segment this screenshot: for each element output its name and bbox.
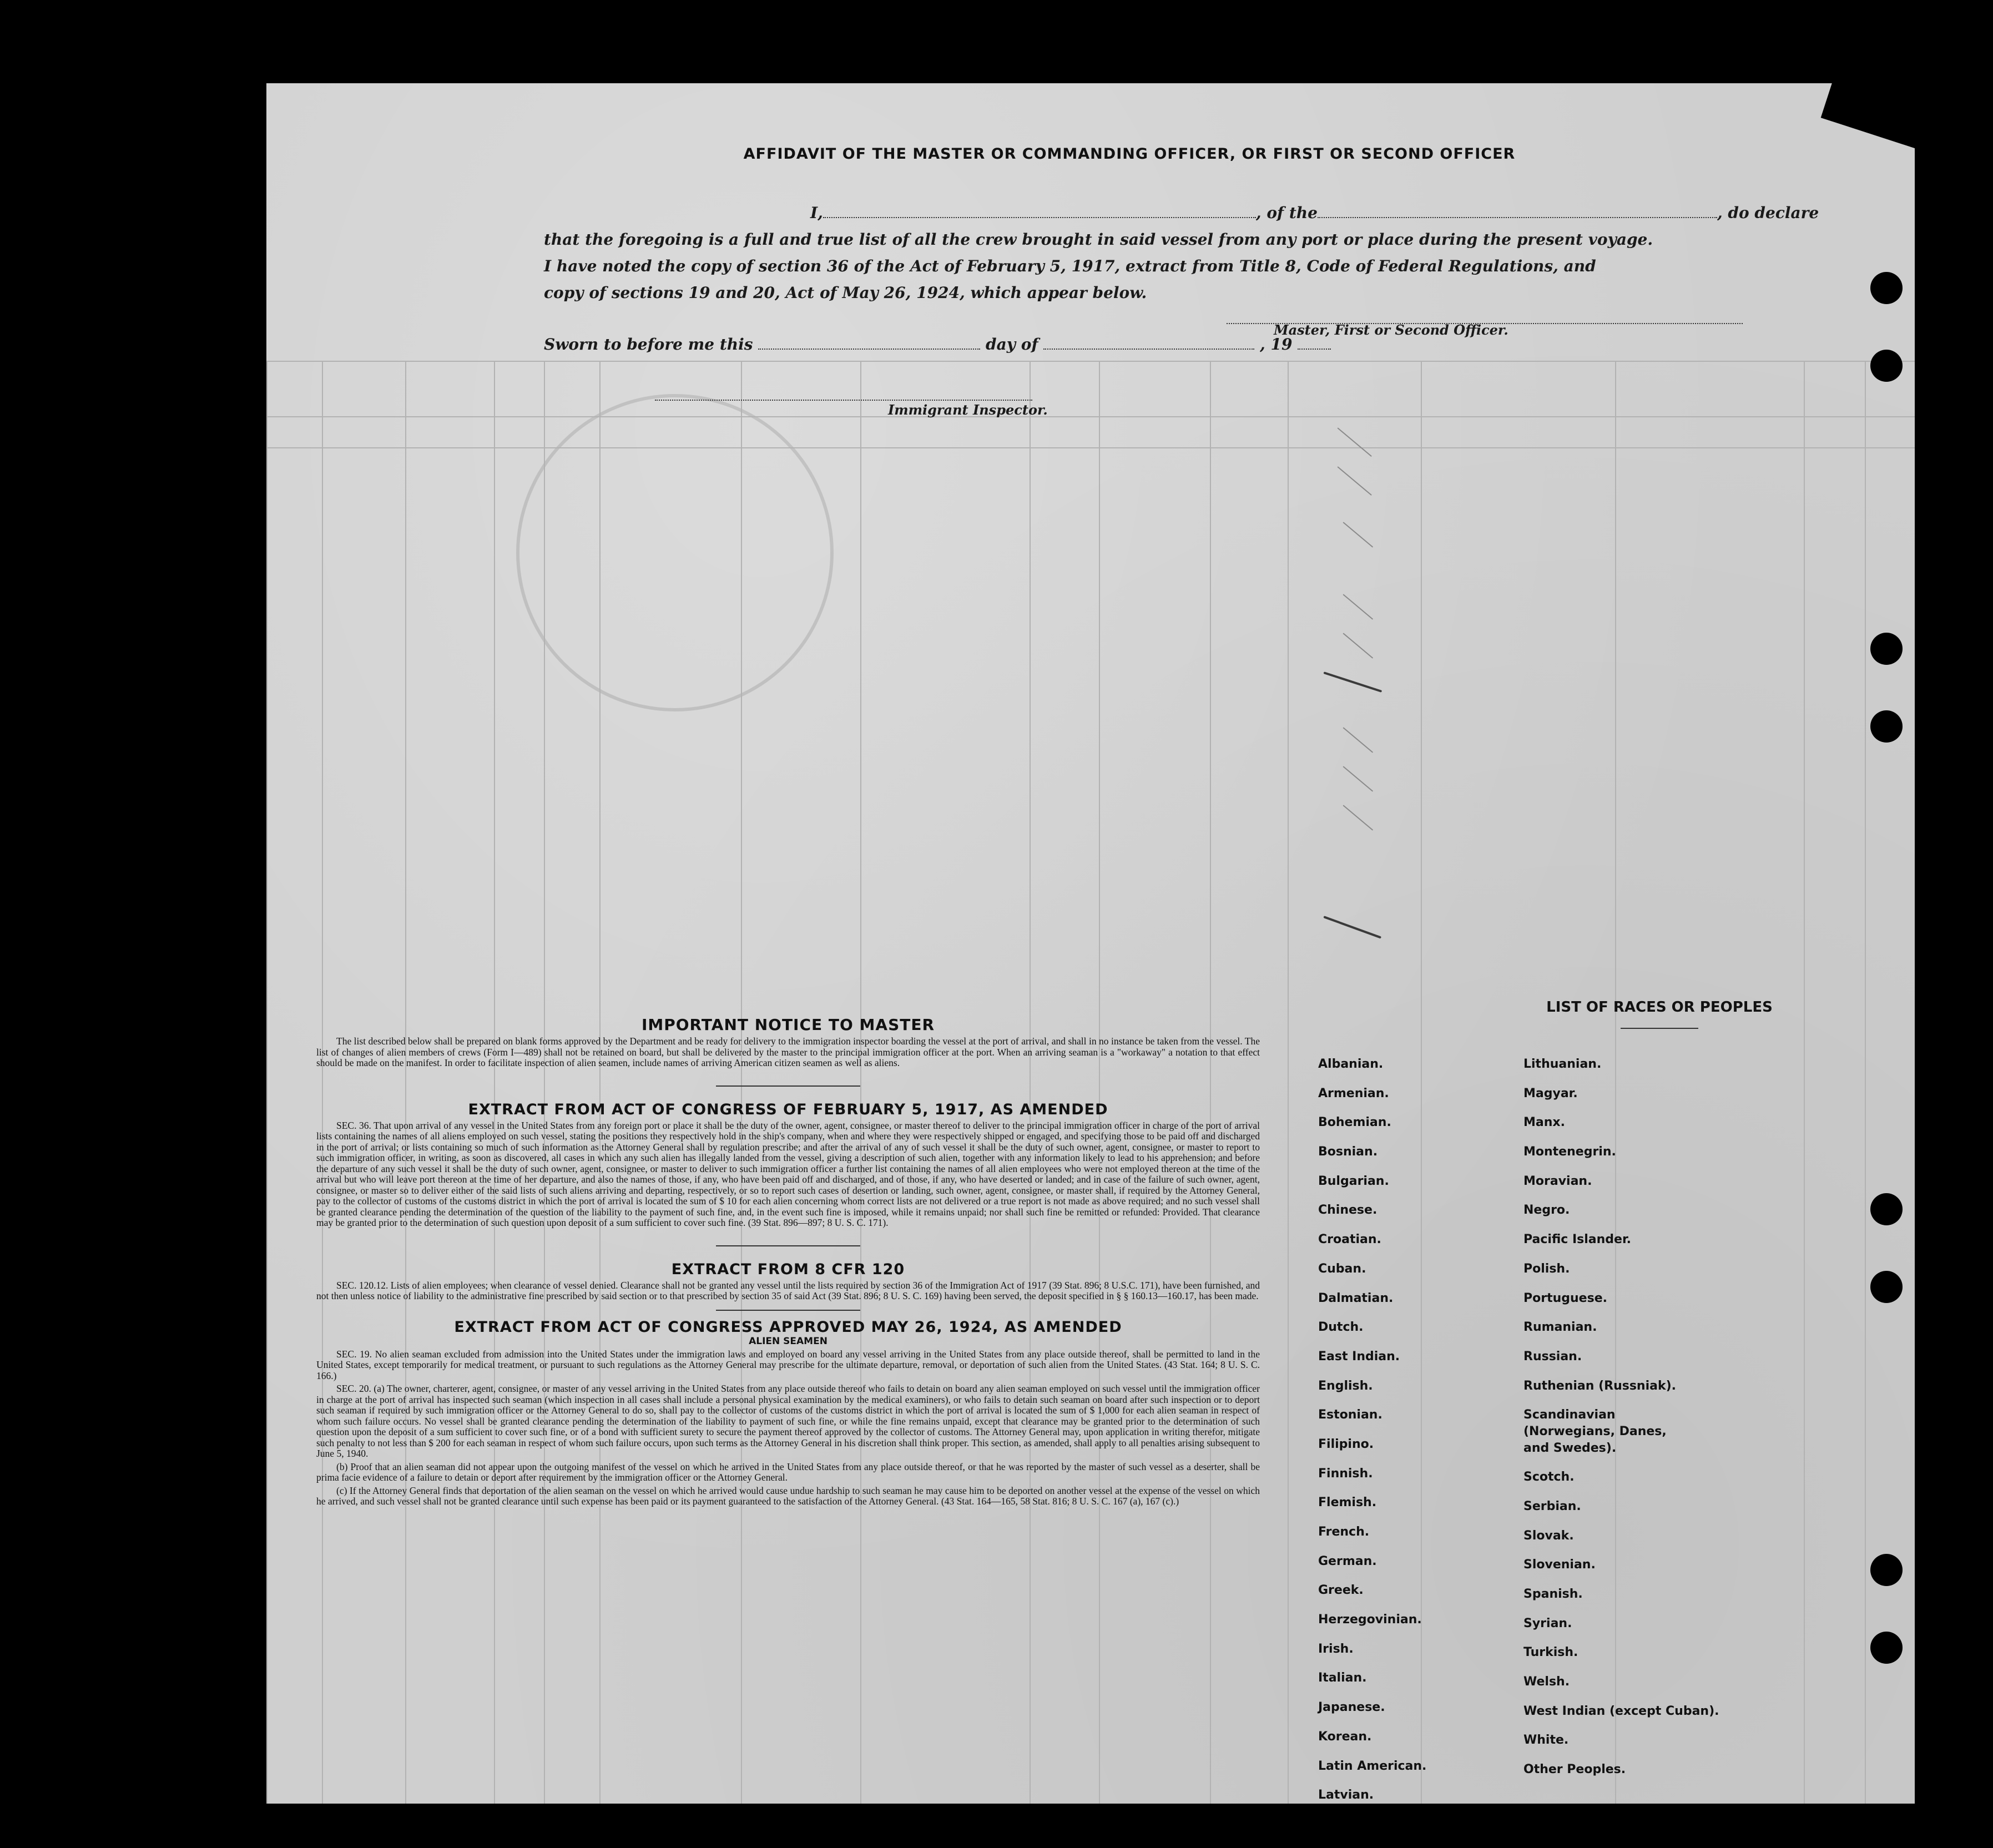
extract-1924-title: EXTRACT FROM ACT OF CONGRESS APPROVED MAY 26, 1924, AS AMENDED — [454, 1318, 1122, 1336]
race-item: Ruthenian (Russniak). — [1523, 1379, 1677, 1393]
races-title-rule — [1621, 1028, 1698, 1029]
extract-1924-sec20a: SEC. 20. (a) The owner, charterer, agent, consignee, or master of any vessel arriving in the United States from any place outside thereof who fails to detain on board any alien seaman employed on such vessel until the immigration officer in charge at the port of arrival has inspected such seaman (which inspection in all cases shall include a personal physical examination by the medical examiners), or who fails to detain such seaman on board after such inspection or to deport such seaman if required by such immigration officer or the Attorney General to do so, shall pay to the collector of customs of the customs district in which the port of arrival is located the sum of $ 1,000 for each alien seaman in respect of whom such failure occurs. No vessel shall be granted clearance pending the determination of the liability to payment of such fine, or while the fine remains unpaid, except that clearance may be granted prior to the determination of such question upon the deposit of a sum sufficient to cover such fine, or of a bond with sufficient surety to secure the payment thereof approved by the collector of customs. The Attorney General may, upon application in writing therefor, mitigate such penalty to not less than $ 200 for each seaman in respect of whom such failure occurs, upon such terms as the Attorney General in his discretion shall think proper. This section, as amended, shall apply to all penalties arising subsequent to June 5, 1940. — [316, 1383, 1260, 1459]
race-item: Japanese. — [1318, 1700, 1385, 1715]
race-item: Dalmatian. — [1318, 1291, 1394, 1305]
notice-text: The list described below shall be prepared on blank forms approved by the Department and be ready for delivery to the immigration inspector boarding the vessel at the port of arrival, and shall in no instance be taken from the vessel. The list of changes of alien members of crews (Form I—489) shall not be retained on board, but shall be delivered by the master to the principal immigration officer at the port. When an arriving seaman is a "workaway" a notation to that effect should be made on the manifest. In order to facilitate inspection of alien seamen, include names of arriving American citizen seamen as well as aliens. — [316, 1036, 1260, 1068]
race-item: Lithuanian. — [1523, 1057, 1602, 1071]
pen-mark — [1343, 766, 1373, 792]
ghost-column-line — [266, 361, 268, 1804]
ghost-row-line — [266, 361, 1915, 362]
pen-mark — [1343, 522, 1373, 548]
race-item: Irish. — [1318, 1642, 1354, 1656]
manifest-sheet — [266, 83, 1915, 1804]
race-item: Serbian. — [1523, 1499, 1581, 1513]
pen-mark — [1323, 916, 1381, 938]
binder-hole — [1870, 1554, 1903, 1586]
ghost-row-line — [266, 416, 1915, 417]
section-divider — [716, 1245, 860, 1246]
section-divider — [716, 1085, 860, 1087]
race-item: Spanish. — [1523, 1587, 1583, 1601]
race-item: White. — [1523, 1733, 1569, 1748]
race-item: Bulgarian. — [1318, 1174, 1389, 1188]
races-left-column — [1318, 1050, 1426, 1804]
race-item: Croatian. — [1318, 1233, 1381, 1247]
race-item: Cuban. — [1318, 1261, 1366, 1276]
inspector-signature-label: Immigrant Inspector. — [888, 402, 1048, 418]
race-item: Turkish. — [1523, 1645, 1578, 1660]
race-item: Slovak. — [1523, 1528, 1574, 1543]
ghost-column-line — [1288, 361, 1289, 1804]
extract-1917-title: EXTRACT FROM ACT OF CONGRESS OF FEBRUARY 5, 1917, AS AMENDED — [468, 1100, 1108, 1118]
race-item: Other Peoples. — [1523, 1763, 1626, 1777]
affidavit-body — [544, 200, 1820, 306]
ghost-column-line — [1804, 361, 1805, 1804]
race-item: Russian. — [1523, 1349, 1582, 1364]
affidavit-title: AFFIDAVIT OF THE MASTER OR COMMANDING OFFICER, OR FIRST OR SECOND OFFICER — [743, 145, 1516, 163]
affidavit-declare-label: , do declare — [1717, 204, 1819, 222]
affidavit-line-copy: copy of sections 19 and 20, Act of May 26, 1924, which appear below. — [544, 284, 1147, 302]
ghost-column-line — [1865, 361, 1866, 1804]
affidavit-i-label: I, — [810, 204, 823, 222]
extract-cfr-title: EXTRACT FROM 8 CFR 120 — [671, 1260, 905, 1278]
binder-hole — [1870, 1193, 1903, 1225]
race-item: Estonian. — [1318, 1408, 1383, 1422]
race-item: Rumanian. — [1523, 1320, 1597, 1335]
race-item: Moravian. — [1523, 1174, 1592, 1188]
race-item: Flemish. — [1318, 1496, 1377, 1510]
race-item: Dutch. — [1318, 1320, 1364, 1335]
race-item: English. — [1318, 1379, 1373, 1393]
extract-1924-sec20b: (b) Proof that an alien seaman did not appear upon the outgoing manifest of the vessel on which he arrived in the United States from any place outside thereof, or that he was reported by the master of such vessel as a deserter, shall be prima facie evidence of a failure to detain or deport after requirement by the immigration officer or the Attorney General. — [316, 1461, 1260, 1483]
race-item: Negro. — [1523, 1203, 1570, 1218]
race-item: Portuguese. — [1523, 1291, 1607, 1305]
binder-hole — [1870, 350, 1903, 382]
race-item: Italian. — [1318, 1671, 1367, 1685]
master-signature-label: Master, First or Second Officer. — [1274, 322, 1508, 338]
binder-hole — [1870, 1271, 1903, 1303]
race-item: Latin American. — [1318, 1759, 1427, 1773]
ghost-stamp-circle — [516, 394, 834, 711]
race-item: Scotch. — [1523, 1470, 1575, 1485]
race-item: German. — [1318, 1554, 1377, 1568]
pen-mark — [1343, 594, 1373, 620]
race-item: Manx. — [1523, 1115, 1565, 1130]
sworn-year-field[interactable] — [1298, 349, 1331, 350]
extract-1917-text: SEC. 36. That upon arrival of any vessel in the United States from any foreign port or place it shall be the duty of the owner, agent, consignee, or master thereof to deliver to the principal immigration officer in charge of the port of arrival lists containing the names of all aliens employed on such vessel, stating the positions they respectively hold in the ship's company, when and where they were respectively shipped or engaged, and specifying those to be paid off and discharged in the port of arrival; or lists containing so much of such information as the Attorney General shall by regulation prescribe; and after the arrival of any of such vessel it shall be the duty of such owner, agent, consignee, or master to report to such immigration officer, in writing, as soon as discovered, all cases in which any such alien has illegally landed from the vessel, giving a description of such alien, together with any information likely to lead to his apprehension; and before the departure of any such vessel it shall be the duty of such owner, agent, consignee, or master to deliver to such immigration officer a further list containing the names of all alien employees who were not employed thereon at the time of the arrival but who will leave port thereon at the time of her departure, and also the names of those, if any, who have been paid off and discharged, and of those, if any, who have deserted or landed; and in case of the failure of such owner, agent, consignee, or master so to deliver either of the said lists of such aliens arriving and departing, respectively, or so to report such cases of desertion or landing, such owner, agent, consignee, or master shall, if required by the Attorney General, pay to the collector of customs of the customs district in which the port of arrival is located the sum of $ 10 for each alien concerning whom correct lists are not delivered or a true report is not made as above required; and no such vessel shall be granted clearance pending the determination of the question of the liability to the payment of such fine, and, in the event such fine is imposed, while it remains unpaid; nor shall such fine be remitted or refunded: Provided. That clearance may be granted prior to the determination of such question upon deposit of a sum sufficient to cover such fine. (39 Stat. 896—897; 8 U. S. C. 171). — [316, 1119, 1260, 1228]
race-item: Pacific Islander. — [1523, 1233, 1632, 1247]
section-divider — [716, 1310, 860, 1311]
race-item: Greek. — [1318, 1583, 1364, 1598]
notice-title: IMPORTANT NOTICE TO MASTER — [641, 1016, 935, 1034]
race-item: Bohemian. — [1318, 1115, 1391, 1130]
race-item: Bosnian. — [1318, 1145, 1378, 1159]
binder-hole — [1870, 633, 1903, 665]
race-item: Montenegrin. — [1523, 1145, 1616, 1159]
sworn-prefix: Sworn to before me this — [544, 335, 753, 354]
binder-hole — [1870, 1632, 1903, 1664]
pen-mark — [1323, 671, 1382, 693]
race-item: Herzegovinian. — [1318, 1613, 1422, 1627]
pen-mark — [1343, 805, 1373, 831]
sworn-day-field[interactable] — [758, 349, 980, 350]
sworn-row — [544, 335, 1331, 354]
race-item: Chinese. — [1318, 1203, 1378, 1218]
races-right-column — [1523, 1050, 1719, 1785]
notice-and-extracts — [316, 1016, 1260, 1507]
races-title: LIST OF RACES OR PEOPLES — [1546, 999, 1773, 1016]
ghost-row-line — [266, 447, 1915, 448]
inspector-signature-line[interactable] — [655, 400, 1032, 401]
extract-1924-sec20c: (c) If the Attorney General finds that deportation of the alien seaman on the vessel on which he arrived would cause undue hardship to such seaman he may cause him to be deported on another vessel at the expense of the vessel on which he arrived, and such vessel shall not be granted clearance until such expense has been paid or its payment guaranteed to the satisfaction of the Attorney General. (43 Stat. 164—165, 58 Stat. 816; 8 U. S. C. 167 (a), 167 (c).) — [316, 1485, 1260, 1507]
race-item: Korean. — [1318, 1729, 1372, 1744]
race-item: Polish. — [1523, 1261, 1570, 1276]
affidavit-line-foregoing: that the foregoing is a full and true list of all the crew brought in said vessel from any port or place during the present voyage. — [544, 230, 1653, 249]
sworn-day-label: day of — [986, 335, 1038, 354]
pen-mark — [1337, 427, 1372, 457]
race-item: Albanian. — [1318, 1057, 1384, 1071]
affidavit-of-the-label: , of the — [1255, 204, 1318, 222]
master-name-field[interactable] — [823, 217, 1256, 218]
race-item: Latvian. — [1318, 1788, 1374, 1802]
extract-1924-subtitle: ALIEN SEAMEN — [749, 1335, 828, 1347]
affidavit-line-declare — [544, 200, 1820, 226]
race-item: Slovenian. — [1523, 1558, 1596, 1572]
extract-1924-sec19: SEC. 19. No alien seaman excluded from admission into the United States under the immigration laws and employed on board any vessel arriving in the United States from any place outside thereof, shall be permitted to land in the United States, except temporarily for medical treatment, or pursuant to such regulations as the Attorney General may prescribe for the ultimate departure, removal, or deportation of such alien from the United States. (43 Stat. 164; 8 U. S. C. 166.) — [316, 1348, 1260, 1381]
pen-mark — [1343, 727, 1373, 753]
vessel-name-field[interactable] — [1318, 217, 1717, 218]
binder-hole — [1870, 710, 1903, 743]
race-item: Armenian. — [1318, 1086, 1389, 1100]
pen-mark — [1337, 466, 1372, 496]
race-item: Filipino. — [1318, 1437, 1374, 1451]
extract-cfr-text: SEC. 120.12. Lists of alien employees; when clearance of vessel denied. Clearance shall not be granted any vessel until the lists required by section 36 of the Immigration Act of 1917 (39 Stat. 896; 8 U.S.C. 171), have been furnished, and not then unless notice of liability to the administrative fine prescribed by said section or to that prescribed by section 35 of said Act (39 Stat. 896; 8 U. S. C. 169) having been served, the deposit specified in § § 160.13—160.17, has been made. — [316, 1279, 1260, 1301]
sworn-year-label: , 19 — [1260, 335, 1293, 354]
race-item: French. — [1318, 1525, 1370, 1539]
affidavit-line-noted: I have noted the copy of section 36 of the Act of February 5, 1917, extract from Title 8, Code of Federal Regulations, and — [544, 257, 1596, 275]
race-item: Magyar. — [1523, 1086, 1578, 1100]
race-item: Finnish. — [1318, 1466, 1373, 1481]
race-item: Scandinavian (Norwegians, Danes, and Swedes). — [1523, 1408, 1667, 1456]
binder-hole — [1870, 272, 1903, 304]
sworn-month-field[interactable] — [1043, 349, 1254, 350]
race-item: West Indian (except Cuban). — [1523, 1704, 1719, 1718]
race-item: East Indian. — [1318, 1349, 1400, 1364]
race-item: Welsh. — [1523, 1675, 1570, 1689]
pen-mark — [1343, 633, 1373, 659]
race-item: Syrian. — [1523, 1616, 1572, 1630]
